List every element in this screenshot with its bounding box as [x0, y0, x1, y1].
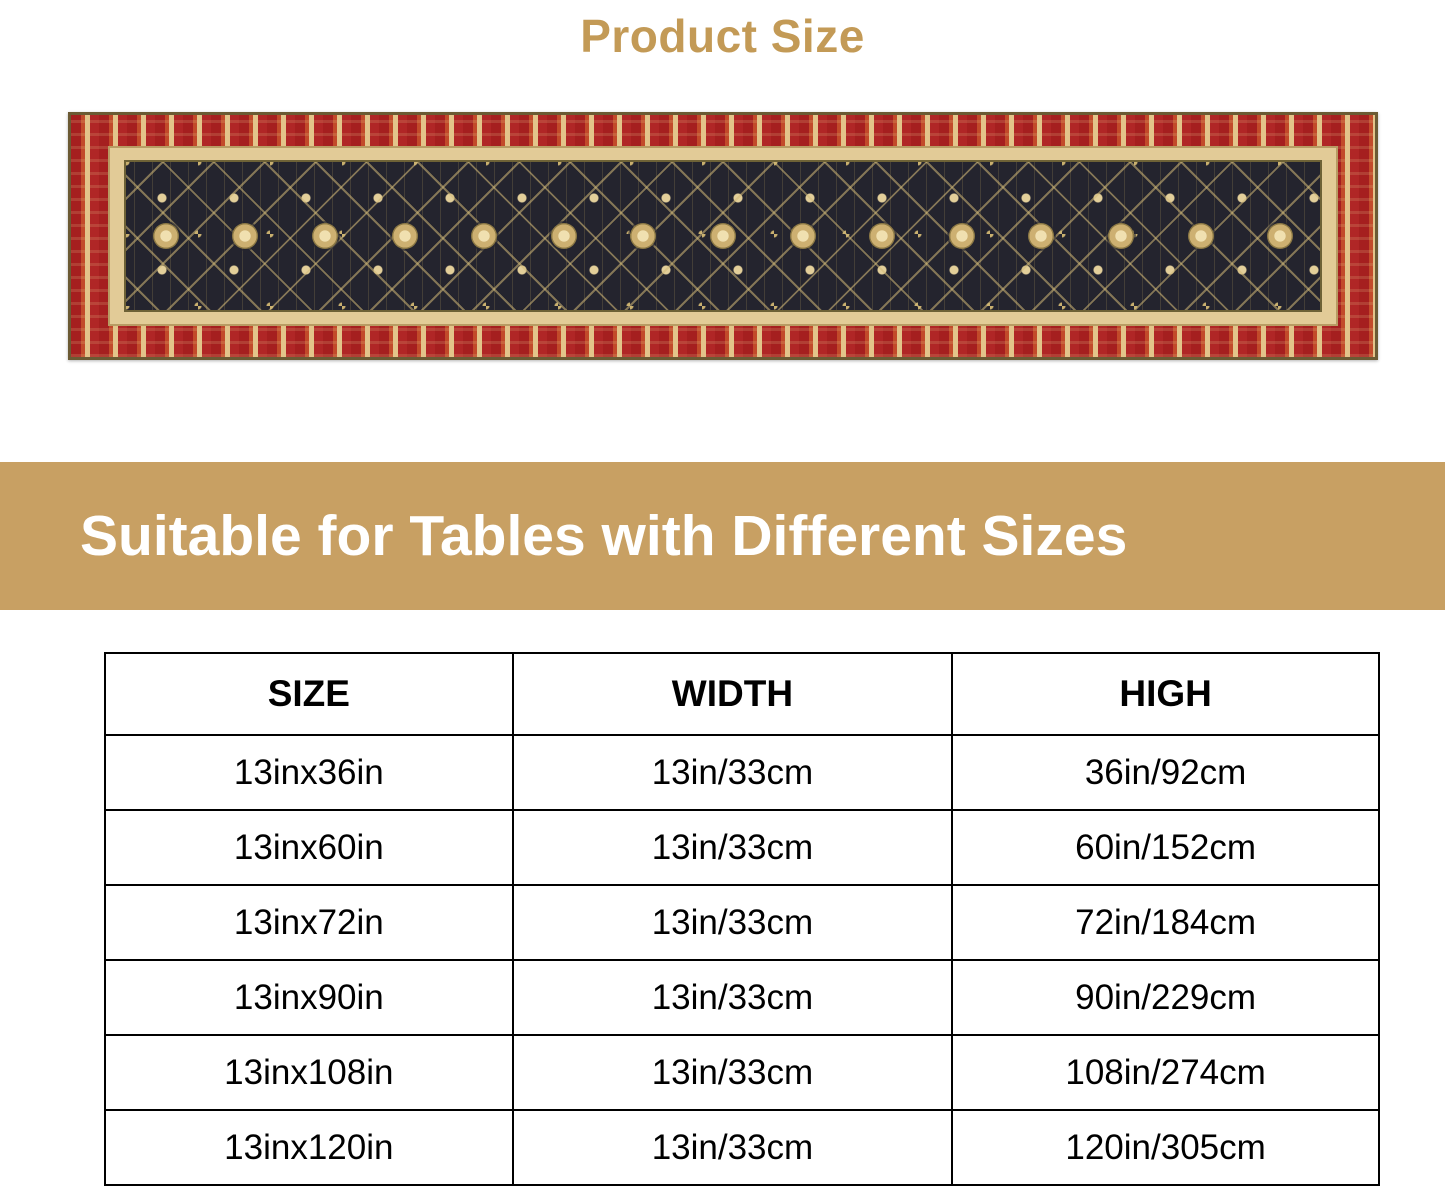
table-row	[105, 735, 1379, 810]
medallion-icon	[153, 223, 179, 249]
cell-size: 13inx60in	[105, 810, 513, 885]
cell-width: 13in/33cm	[513, 1110, 953, 1185]
cell-high: 36in/92cm	[952, 735, 1379, 810]
medallion-icon	[551, 223, 577, 249]
table-header-width: WIDTH	[513, 653, 953, 735]
size-table	[104, 652, 1380, 1186]
medallion-icon	[790, 223, 816, 249]
cell-high: 90in/229cm	[952, 960, 1379, 1035]
table-row	[105, 960, 1379, 1035]
medallion-icon	[1188, 223, 1214, 249]
table-header-size: SIZE	[105, 653, 513, 735]
cell-size: 13inx108in	[105, 1035, 513, 1110]
medallion-icon	[949, 223, 975, 249]
rug-field	[124, 160, 1322, 312]
medallion-icon	[1028, 223, 1054, 249]
medallion-icon	[869, 223, 895, 249]
table-header-row	[105, 653, 1379, 735]
cell-width: 13in/33cm	[513, 1035, 953, 1110]
rug-graphic	[68, 112, 1378, 360]
cell-width: 13in/33cm	[513, 960, 953, 1035]
table-header-high: HIGH	[952, 653, 1379, 735]
banner	[0, 462, 1445, 610]
medallion-icon	[1267, 223, 1293, 249]
medallion-icon	[232, 223, 258, 249]
size-table-container	[104, 652, 1380, 1186]
cell-high: 108in/274cm	[952, 1035, 1379, 1110]
cell-high: 60in/152cm	[952, 810, 1379, 885]
cell-width: 13in/33cm	[513, 810, 953, 885]
medallion-icon	[392, 223, 418, 249]
cell-high: 120in/305cm	[952, 1110, 1379, 1185]
medallion-icon	[630, 223, 656, 249]
product-image	[68, 112, 1378, 360]
medallion-icon	[710, 223, 736, 249]
table-row	[105, 885, 1379, 960]
table-row	[105, 810, 1379, 885]
page-title: Product Size	[580, 10, 865, 62]
table-row	[105, 1035, 1379, 1110]
cell-width: 13in/33cm	[513, 735, 953, 810]
rug-medallion-row	[126, 162, 1320, 310]
table-row	[105, 1110, 1379, 1185]
cell-high: 72in/184cm	[952, 885, 1379, 960]
cell-size: 13inx90in	[105, 960, 513, 1035]
medallion-icon	[312, 223, 338, 249]
cell-size: 13inx120in	[105, 1110, 513, 1185]
cell-size: 13inx36in	[105, 735, 513, 810]
medallion-icon	[1108, 223, 1134, 249]
cell-width: 13in/33cm	[513, 885, 953, 960]
medallion-icon	[471, 223, 497, 249]
banner-text: Suitable for Tables with Different Sizes	[80, 504, 1128, 568]
cell-size: 13inx72in	[105, 885, 513, 960]
